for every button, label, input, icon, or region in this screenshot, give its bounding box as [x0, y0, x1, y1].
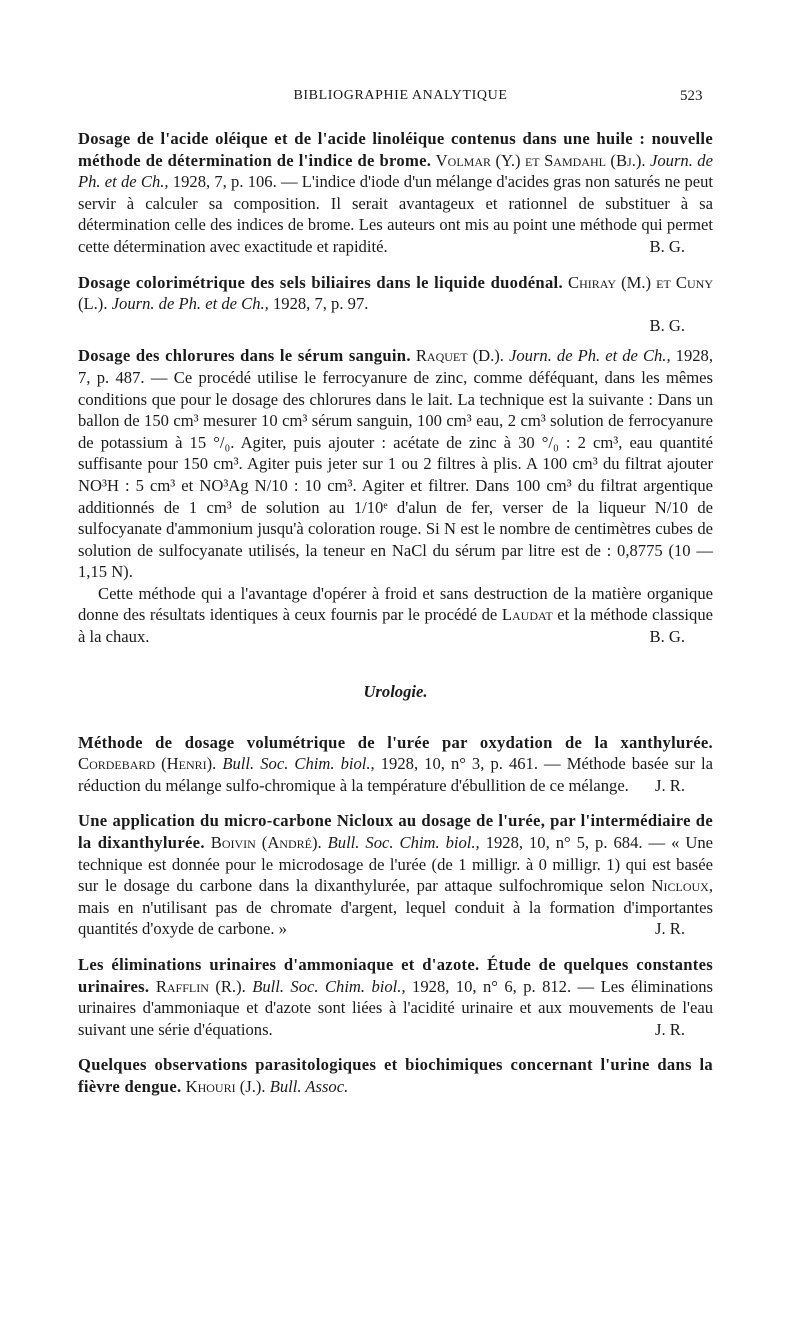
entry-title: Dosage des chlorures dans le sérum sanguin. — [78, 346, 411, 366]
entry-signature: B. G. — [649, 627, 685, 647]
entry-body: Ce procédé utilise le ferrocyanure de zinc, comme déféquant, dans les mêmes conditions que pour le dosage des chlorures dans le lait. La technique est la suivante : Dans un ballon de 150 cm³ mesurer 10 cm³ sérum sanguin, 100 cm³ eau, 2 cm³ solution de ferrocyanure de potassium à 15 °/₀. Agiter, puis ajouter : acétate de zinc à 30 °/₀ : 2 cm³, eau quantité suffisante pour 150 cm³. Agiter puis jeter sur 1 ou 2 filtres à plis. A 100 cm³ du filtrat ajouter NO³H : 5 cm³ et NO³Ag N/10 : 10 cm³. Agiter et filtrer. Dans 100 cm³ du filtrat argentique additionnés de 1 cm³ de solution au 1/10ᵉ d'alun de fer, verser de la liqueur N/10 de sulfocyanate d'ammonium jusqu'à coloration rouge. Si N est le nombre de centimètres cubes de solution de sulfocyanate utilisés, la teneur en NaCl du sérum par litre est de : 0,8775 (10 — 1,15 N). — [78, 367, 714, 582]
entry-authors: Raquet (D.). — [415, 346, 504, 366]
entry-title: Méthode de dosage volumétrique de l'urée par oxydation de la xanthylurée. — [78, 732, 713, 752]
entry-sels-biliaires — [78, 272, 713, 337]
entry-source: Journ. de Ph. et de Ch., — [78, 150, 713, 192]
entry-signature: B. G. — [649, 315, 685, 335]
entry-authors: Boivin (André). — [210, 833, 322, 853]
entry-authors: Volmar (Y.) et Samdahl (Bj.). — [435, 150, 646, 170]
entry-signature: J. R. — [655, 1019, 685, 1039]
entry-source: Bull. Soc. Chim. biol., — [252, 976, 406, 996]
entry-signature: B. G. — [649, 236, 685, 256]
entry-citation: 1928, 7, p. 97. — [272, 294, 369, 314]
entry-eliminations-urinaires — [78, 954, 713, 1040]
entry-citation: 1928, 7, p. 106. — — [172, 172, 298, 192]
entry-citation: 1928, 10, n° 3, p. 461. — — [380, 754, 561, 774]
entry-source: Journ. de Ph. et de Ch., — [111, 294, 269, 314]
page-number: 523 — [680, 88, 703, 104]
entry-body: L'indice d'iode d'un mélange d'acides gras non saturés ne peut servir à calculer sa composition. Il serait avantageux et rationnel de substituer à sa détermination celle des indices de brome. Les auteurs ont mis au point une méthode qui permet cette détermination avec exactitude et rapidité. — [78, 172, 714, 256]
body-column — [78, 128, 713, 1098]
entry-source: Bull. Soc. Chim. biol., — [327, 833, 480, 853]
entry-source: Journ. de Ph. et de Ch., — [509, 346, 671, 366]
entry-oleique — [78, 128, 713, 258]
entry-body-part: , mais en n'utilisant pas de chromate d'argent, lequel conduit à la formation d'importantes quantités d'oxyde de carbone. » — [78, 876, 713, 939]
entry-body-part: Cette méthode qui a l'avantage d'opérer à froid et sans destruction de la matière organique donne des résultats identiques à ceux fournis par le procédé de — [78, 583, 713, 625]
entry-authors: Khouri (J.). — [185, 1076, 266, 1096]
entry-source: Bull. Soc. Chim. biol., — [222, 754, 375, 774]
running-title: BIBLIOGRAPHIE ANALYTIQUE — [293, 88, 508, 103]
entry-citation: 1928, 10, n° 6, p. 812. — — [412, 976, 595, 996]
entry-body-part: « Une technique est donnée pour le microdosage de l'urée (de 1 milligr. à 0 milligr. 1) qui est basée sur le dosage du carbone dans la dixanthylurée, par attaque sulfochromique selon — [78, 833, 713, 896]
entry-title: Les éliminations urinaires d'ammoniaque et d'azote. Étude de quelques constantes urinaires. — [78, 955, 713, 996]
entry-signature: J. R. — [655, 919, 685, 939]
entry-body: Les éliminations urinaires d'ammoniaque et d'azote sont liées à l'acidité urinaire et aux mouvements de l'eau suivant une série d'équations. — [78, 976, 714, 1039]
entry-title: Quelques observations parasitologiques et biochimiques concernant l'urine dans la fièvre dengue. — [78, 1055, 713, 1096]
entry-authors: Rafflin (R.). — [155, 976, 246, 996]
entry-title: Dosage de l'acide oléique et de l'acide linoléique contenus dans une huile : nouvelle méthode de détermination de l'indice de brome. — [78, 129, 713, 170]
entry-body: Méthode basée sur la réduction du mélange sulfo-chromique à la température d'ébullition de ce mélange. — [78, 754, 713, 795]
section-heading: Urologie. — [363, 681, 428, 701]
entry-micro-carbone — [78, 810, 713, 940]
entry-citation: 1928, 10, n° 5, p. 684. — — [485, 833, 666, 853]
entry-body-part: et la méthode classique à la chaux. — [78, 605, 714, 647]
entry-signature: J. R. — [655, 775, 685, 795]
entry-title: Dosage colorimétrique des sels biliaires dans le liquide duodénal. — [78, 272, 563, 292]
entry-title: Une application du micro-carbone Nicloux au dosage de l'urée, par l'intermédiaire de la dixanthylurée. — [78, 811, 713, 853]
entry-body-name: Nicloux — [651, 876, 709, 896]
entry-source: Bull. Assoc. — [269, 1076, 349, 1096]
entry-authors: Cordebard (Henri). — [78, 754, 217, 774]
entry-body-name: Laudat — [501, 605, 553, 625]
entry-chlorures — [78, 345, 713, 583]
entry-chlorures-paragraph-2 — [78, 583, 713, 648]
entry-xanthyluree — [78, 732, 713, 797]
entry-authors: Chiray (M.) et Cuny (L.). — [78, 272, 713, 314]
entry-citation: 1928, 7, p. 487. — — [78, 346, 713, 387]
entry-fievre-dengue — [78, 1054, 713, 1097]
